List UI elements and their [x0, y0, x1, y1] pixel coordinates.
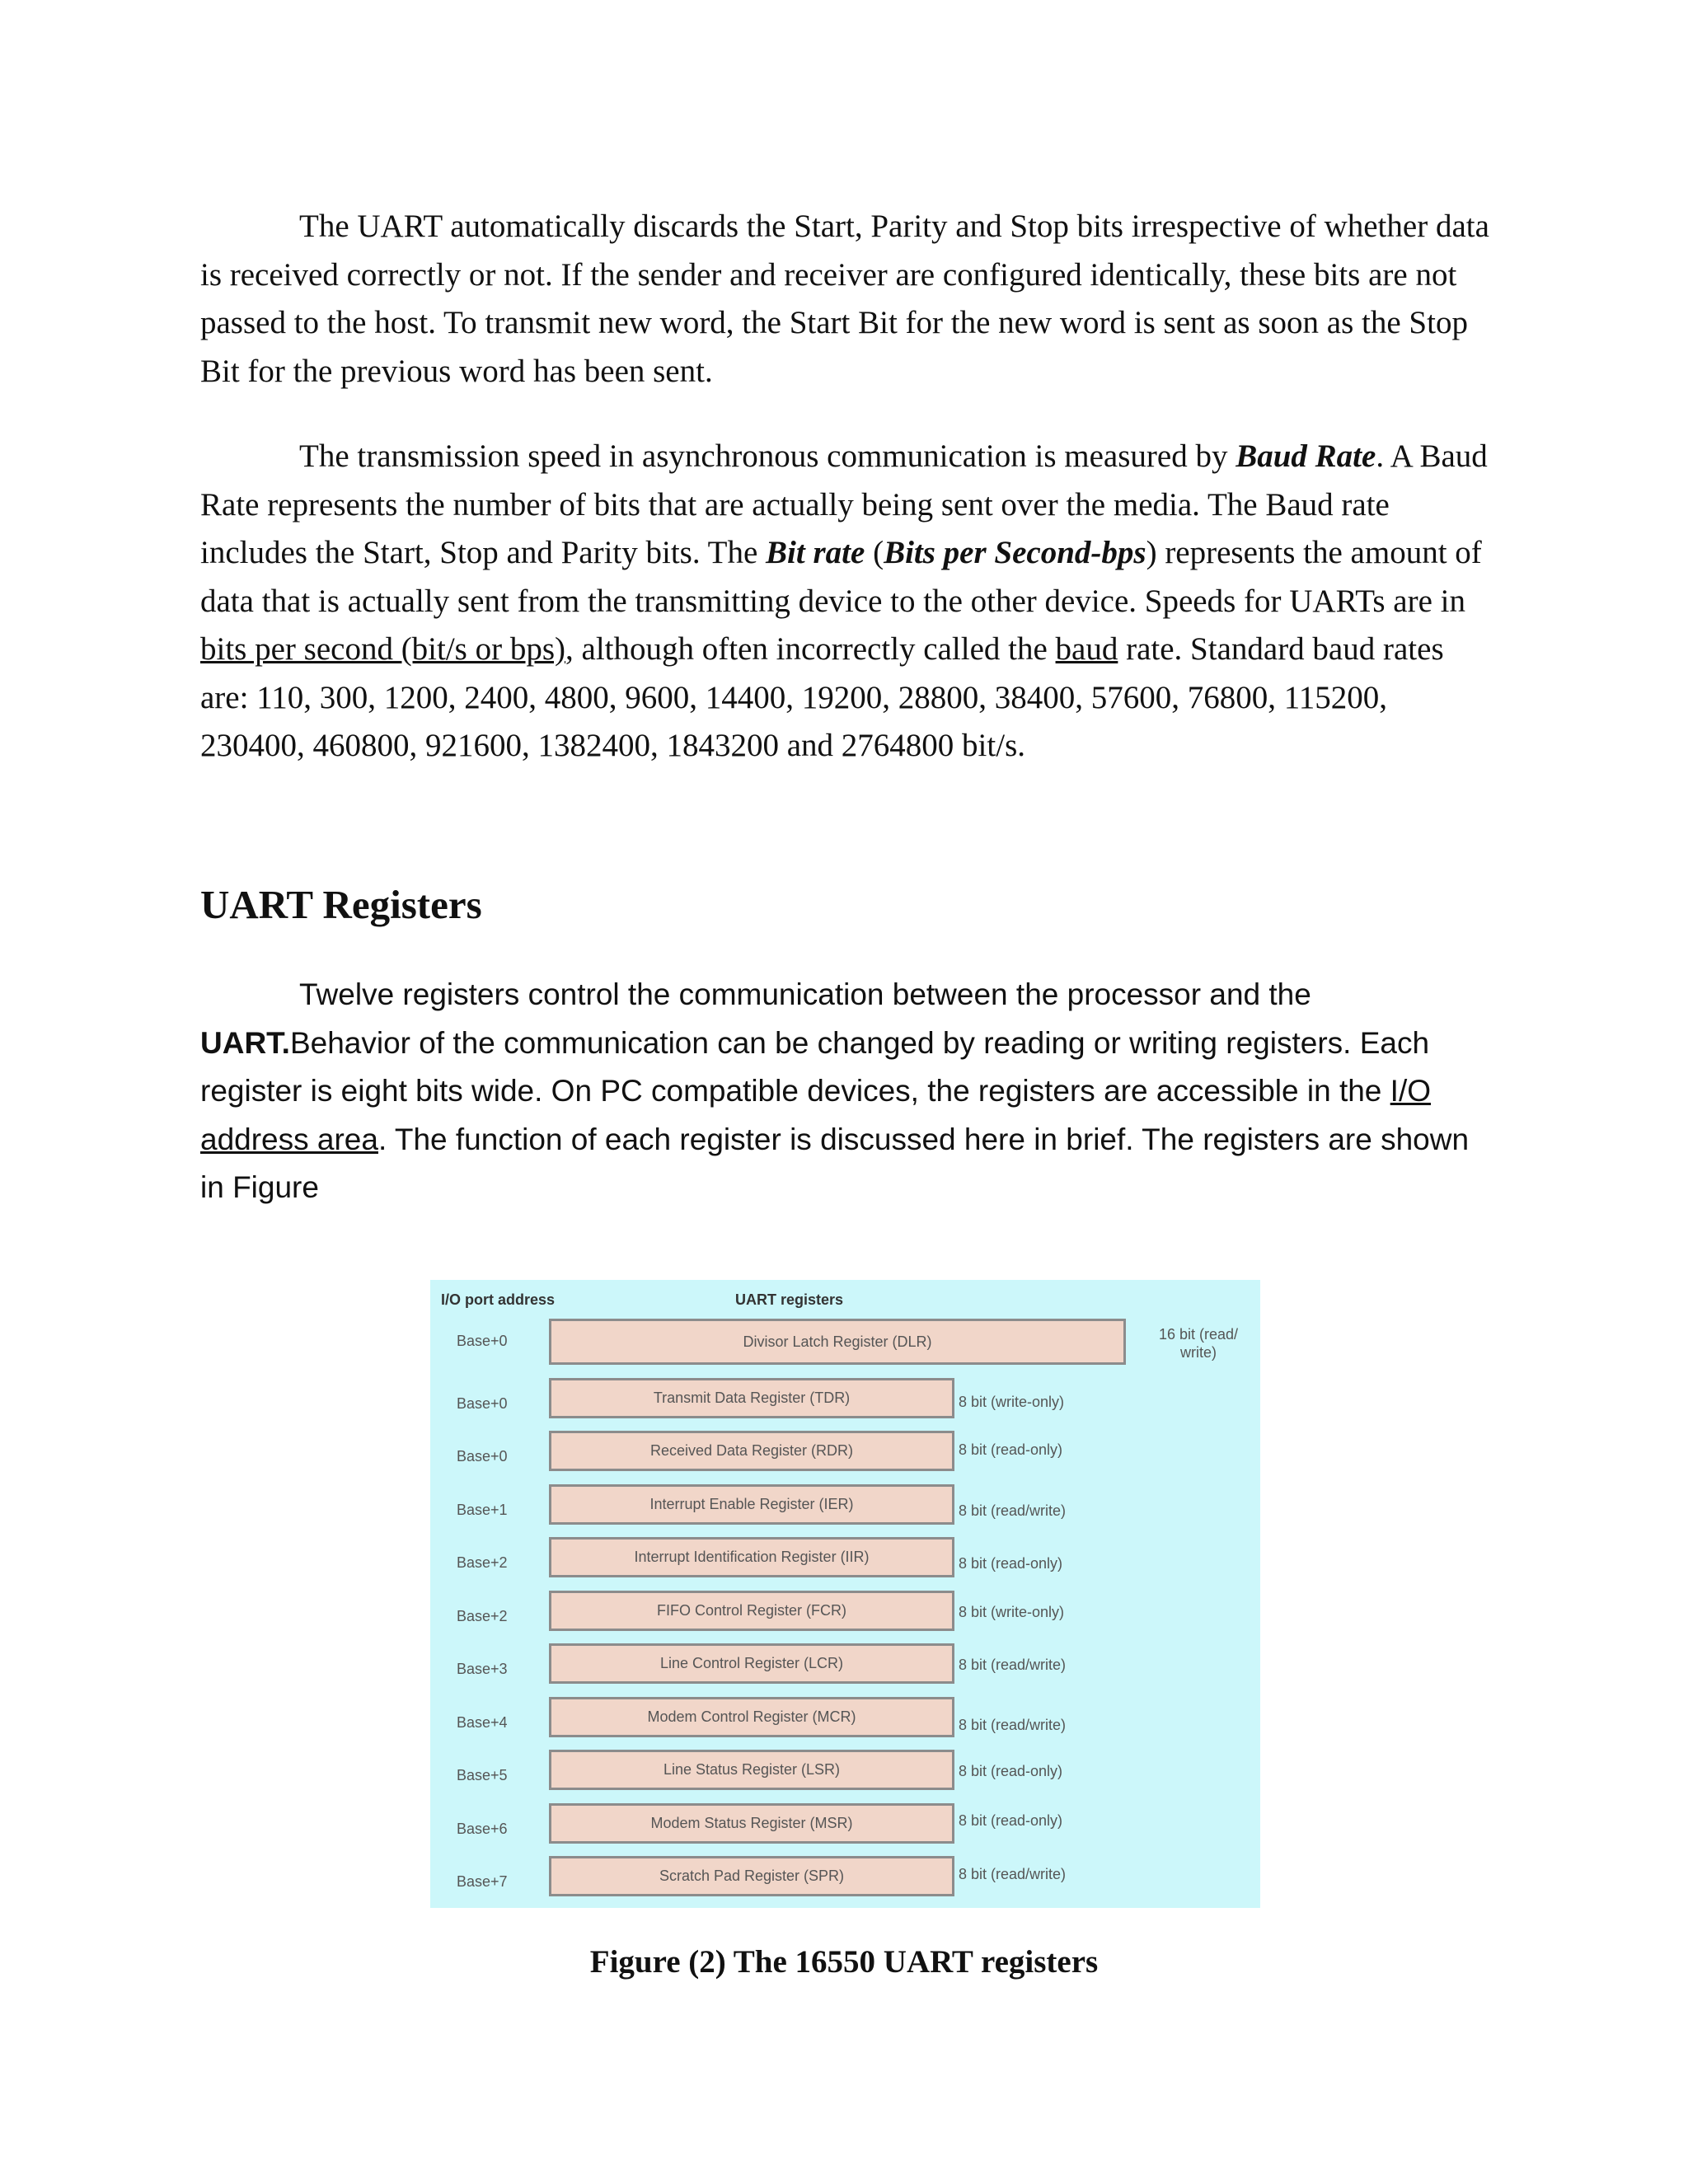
paragraph-text: The transmission speed in asynchronous communication is measured by [299, 438, 1236, 474]
uart-registers-figure [430, 1280, 1260, 1908]
register-width-info: 8 bit (read/write) [959, 1866, 1067, 1882]
register-width-info: 8 bit (read/write) [959, 1657, 1067, 1673]
register-box-ier: Interrupt Enable Register (IER) [549, 1484, 954, 1525]
register-address: Base+4 [457, 1714, 508, 1731]
paragraph-text: rate. Standard baud rates are: 110, 300, 1200, 2400, 4800, 9600, 14400, 19200, 28800, 38400, 57600, 76800, 115200, 230400, 460800, 921600, 1382400, 1843200 and 2764800 bit/s. [200, 631, 1444, 763]
link-io-address-area[interactable]: I/O address area [200, 1074, 1432, 1156]
register-box-dlr: Divisor Latch Register (DLR) [549, 1319, 1126, 1365]
paragraph-text: ( [865, 535, 884, 570]
paragraph-text: . A Baud Rate represents the number of bits that are actually being sent over the media. The Baud rate includes the Start, Stop and Parity bits. The [200, 438, 1488, 570]
paragraph-text: Twelve registers control the communication between the processor and the [299, 977, 1311, 1011]
register-box-tdr: Transmit Data Register (TDR) [549, 1378, 954, 1418]
register-address: Base+3 [457, 1661, 508, 1677]
register-width-info: 8 bit (read-only) [959, 1812, 1063, 1829]
link-baud[interactable]: baud [1055, 631, 1118, 667]
register-width-info: 8 bit (write-only) [959, 1394, 1065, 1410]
column-header-registers: UART registers [735, 1291, 844, 1308]
register-address: Base+0 [457, 1448, 508, 1465]
register-width-info: 8 bit (read/write) [959, 1717, 1067, 1733]
paragraph-text: ) represents the amount of data that is actually sent from the transmitting device to the other device. Speeds for UARTs are in [200, 535, 1482, 619]
term-baud-rate: Baud Rate [1236, 438, 1376, 474]
column-header-address: I/O port address [441, 1291, 556, 1308]
paragraph-text: . The function of each register is discussed here in brief. The registers are shown in Figure [200, 1122, 1470, 1204]
register-width-info: 8 bit (read-only) [959, 1441, 1063, 1458]
paragraph-text: Behavior of the communication can be changed by reading or writing registers. Each register is eight bits wide. On PC compatible devices, the registers are accessible in the [200, 1025, 1430, 1108]
register-box-lcr: Line Control Register (LCR) [549, 1643, 954, 1684]
register-box-iir: Interrupt Identification Register (IIR) [549, 1537, 954, 1577]
register-address: Base+0 [457, 1333, 508, 1349]
register-box-rdr: Received Data Register (RDR) [549, 1431, 954, 1471]
register-width-info: 8 bit (write-only) [959, 1604, 1065, 1620]
paragraph-start-stop-bits [200, 203, 1498, 396]
register-address: Base+2 [457, 1554, 508, 1571]
register-width-info: 8 bit (read-only) [959, 1555, 1063, 1572]
register-width-info: 8 bit (read/write) [959, 1502, 1067, 1519]
paragraph-text: , although often incorrectly called the [565, 631, 1056, 667]
section-heading: UART Registers [200, 882, 482, 927]
register-box-fcr: FIFO Control Register (FCR) [549, 1591, 954, 1631]
register-width-info: 16 bit (read/ write) [1158, 1326, 1239, 1361]
register-address: Base+2 [457, 1608, 508, 1624]
register-box-mcr: Modem Control Register (MCR) [549, 1697, 954, 1737]
term-bits-per-second: Bits per Second-bps [884, 535, 1146, 570]
paragraph-registers [200, 971, 1498, 1212]
register-width-info: 8 bit (read-only) [959, 1763, 1063, 1779]
paragraph-text: The UART automatically discards the Start, Parity and Stop bits irrespective of whether data is received correctly or not. If the sender and receiver are configured identically, these bits are not passed to the host. To transmit new word, the Start Bit for the new word is sent as soon as the Stop Bit for the previous word has been sent. [200, 209, 1489, 389]
register-box-lsr: Line Status Register (LSR) [549, 1750, 954, 1790]
register-address: Base+7 [457, 1873, 508, 1890]
register-box-spr: Scratch Pad Register (SPR) [549, 1856, 954, 1896]
register-address: Base+1 [457, 1502, 508, 1518]
figure-caption: Figure (2) The 16550 UART registers [589, 1944, 1099, 1980]
paragraph-baud-rate [200, 433, 1498, 771]
link-bits-per-second[interactable]: bits per second (bit/s or bps) [200, 631, 566, 667]
register-address: Base+5 [457, 1767, 508, 1783]
term-uart: UART. [200, 1025, 290, 1060]
term-bit-rate: Bit rate [766, 535, 865, 570]
register-box-msr: Modem Status Register (MSR) [549, 1803, 954, 1844]
register-address: Base+6 [457, 1821, 508, 1837]
register-address: Base+0 [457, 1395, 508, 1412]
